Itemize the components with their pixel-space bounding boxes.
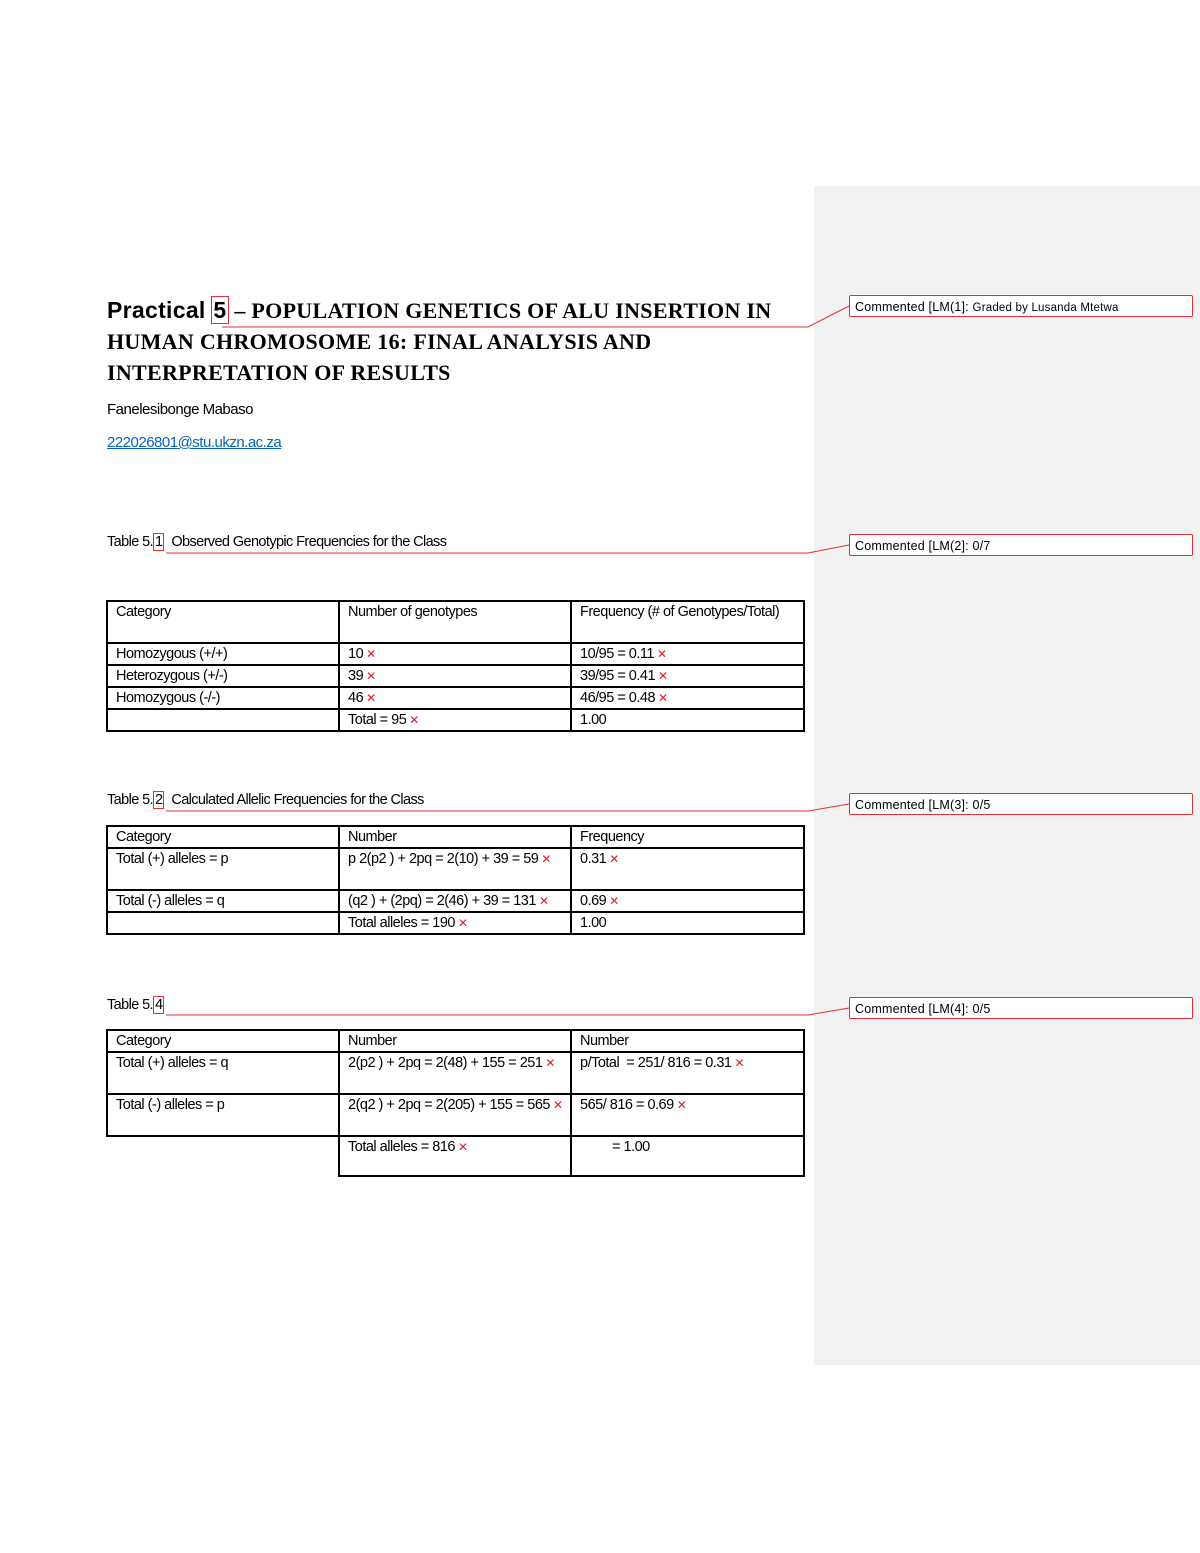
table4-cell: 2(p2 ) + 2pq = 2(48) + 155 = 251 ✕ [339, 1052, 571, 1094]
table1-cell: 10/95 = 0.11 ✕ [571, 643, 804, 665]
table-row [107, 1052, 804, 1094]
table-allelic-frequencies [106, 825, 805, 935]
cross-mark-icon: ✕ [366, 669, 376, 683]
table2-header-frequency: Frequency [571, 826, 804, 848]
table4-header-number: Number [339, 1030, 571, 1052]
document-title [107, 295, 827, 388]
table1-caption [107, 534, 446, 550]
table1-total-cell: Total = 95 ✕ [339, 709, 571, 731]
table1-header-frequency: Frequency (# of Genotypes/Total) [571, 601, 804, 643]
cross-mark-icon: ✕ [457, 1140, 468, 1154]
cross-mark-icon: ✕ [366, 647, 376, 661]
table1-caption-prefix: Table 5. [107, 534, 153, 550]
comment-text: 0/7 [972, 539, 991, 553]
table-row [107, 848, 804, 890]
comment-balloon-1[interactable] [849, 295, 1193, 317]
table4-header-category: Category [107, 1030, 339, 1052]
table2-header-number: Number [339, 826, 571, 848]
cross-mark-icon: ✕ [656, 647, 667, 661]
title-rest-line2: HUMAN CHROMOSOME 16: FINAL ANALYSIS AND [107, 329, 652, 354]
comment-label: Commented [LM(3]: [855, 798, 969, 812]
table1-caption-text: Observed Genotypic Frequencies for the Class [164, 534, 447, 550]
table4-header-number-2: Number [571, 1030, 804, 1052]
table1-cell: Heterozygous (+/-) [107, 665, 339, 687]
title-comment-anchor[interactable]: 5 [213, 297, 227, 323]
cross-mark-icon: ✕ [366, 691, 376, 705]
cross-mark-icon: ✕ [609, 852, 619, 866]
title-rest-line1: – POPULATION GENETICS OF ALU INSERTION IN [228, 298, 772, 323]
table1-total-freq: 1.00 [571, 709, 804, 731]
table1-cell: 10 ✕ [339, 643, 571, 665]
comment-label: Commented [LM(2]: [855, 539, 969, 553]
table4-cell: 2(q2 ) + 2pq = 2(205) + 155 = 565 ✕ [339, 1094, 571, 1136]
table-allele-totals [106, 1029, 805, 1177]
table1-cell: 46/95 = 0.48 ✕ [571, 687, 804, 709]
table2-total-freq: 1.00 [571, 912, 804, 934]
comment-text: 0/5 [972, 1002, 991, 1016]
table1-header-category: Category [107, 601, 339, 643]
comment-balloon-4[interactable] [849, 997, 1193, 1019]
table4-empty-cell [107, 1136, 339, 1176]
table1-cell: 46 ✕ [339, 687, 571, 709]
table-row [107, 643, 804, 665]
table-genotypic-frequencies [106, 600, 805, 732]
cross-mark-icon: ✕ [538, 894, 549, 908]
title-lead: Practical [107, 297, 206, 323]
table1-comment-anchor[interactable]: 1 [155, 534, 163, 550]
table2-cell: Total (-) alleles = q [107, 890, 339, 912]
cross-mark-icon: ✕ [658, 691, 668, 705]
table2-cell: (q2 ) + (2pq) = 2(46) + 39 = 131 ✕ [339, 890, 571, 912]
table2-caption-text: Calculated Allelic Frequencies for the Class [164, 792, 424, 808]
table2-caption [107, 792, 424, 808]
comment-text: Graded by Lusanda Mtetwa [972, 302, 1119, 314]
table1-header-number: Number of genotypes [339, 601, 571, 643]
table4-cell: p/Total = 251/ 816 = 0.31 ✕ [571, 1052, 804, 1094]
cross-mark-icon: ✕ [457, 916, 468, 930]
author-email-link[interactable]: 222026801@stu.ukzn.ac.za [107, 434, 282, 451]
table1-cell: 39/95 = 0.41 ✕ [571, 665, 804, 687]
table1-cell: Homozygous (+/+) [107, 643, 339, 665]
table2-total-cell: Total alleles = 190 ✕ [339, 912, 571, 934]
table-row-total [107, 709, 804, 731]
table1-empty-cell [107, 709, 339, 731]
table-row [107, 890, 804, 912]
table2-header-category: Category [107, 826, 339, 848]
table-row [107, 1094, 804, 1136]
table1-cell: 39 ✕ [339, 665, 571, 687]
table4-comment-anchor[interactable]: 4 [155, 997, 163, 1013]
table4-caption [107, 997, 164, 1013]
author-name: Fanelesibonge Mabaso [107, 401, 253, 418]
cross-mark-icon: ✕ [541, 852, 551, 866]
table4-cell: 565/ 816 = 0.69 ✕ [571, 1094, 804, 1136]
table2-comment-anchor[interactable]: 2 [155, 792, 163, 808]
table2-empty-cell [107, 912, 339, 934]
cross-mark-icon: ✕ [658, 669, 668, 683]
table-row-total [107, 912, 804, 934]
table2-cell: Total (+) alleles = p [107, 848, 339, 890]
table2-cell: 0.31 ✕ [571, 848, 804, 890]
cross-mark-icon: ✕ [545, 1056, 555, 1070]
cross-mark-icon: ✕ [409, 713, 419, 727]
table1-cell: Homozygous (-/-) [107, 687, 339, 709]
table2-caption-prefix: Table 5. [107, 792, 153, 808]
table-row [107, 687, 804, 709]
table-row-total [107, 1136, 804, 1176]
cross-mark-icon: ✕ [609, 894, 619, 908]
table4-total-freq: = 1.00 [571, 1136, 804, 1176]
table4-total-cell: Total alleles = 816 ✕ [339, 1136, 571, 1176]
title-rest-line3: INTERPRETATION OF RESULTS [107, 360, 451, 385]
cross-mark-icon: ✕ [734, 1056, 745, 1070]
comment-balloon-3[interactable] [849, 793, 1193, 815]
table2-cell: p 2(p2 ) + 2pq = 2(10) + 39 = 59 ✕ [339, 848, 571, 890]
cross-mark-icon: ✕ [676, 1098, 687, 1112]
comment-balloon-2[interactable] [849, 534, 1193, 556]
table2-cell: 0.69 ✕ [571, 890, 804, 912]
table-row [107, 665, 804, 687]
comment-label: Commented [LM(4]: [855, 1002, 969, 1016]
table4-cell: Total (-) alleles = p [107, 1094, 339, 1136]
comment-text: 0/5 [972, 798, 991, 812]
comment-label: Commented [LM(1]: [855, 300, 969, 314]
table4-cell: Total (+) alleles = q [107, 1052, 339, 1094]
table4-caption-prefix: Table 5. [107, 997, 153, 1013]
cross-mark-icon: ✕ [552, 1098, 563, 1112]
